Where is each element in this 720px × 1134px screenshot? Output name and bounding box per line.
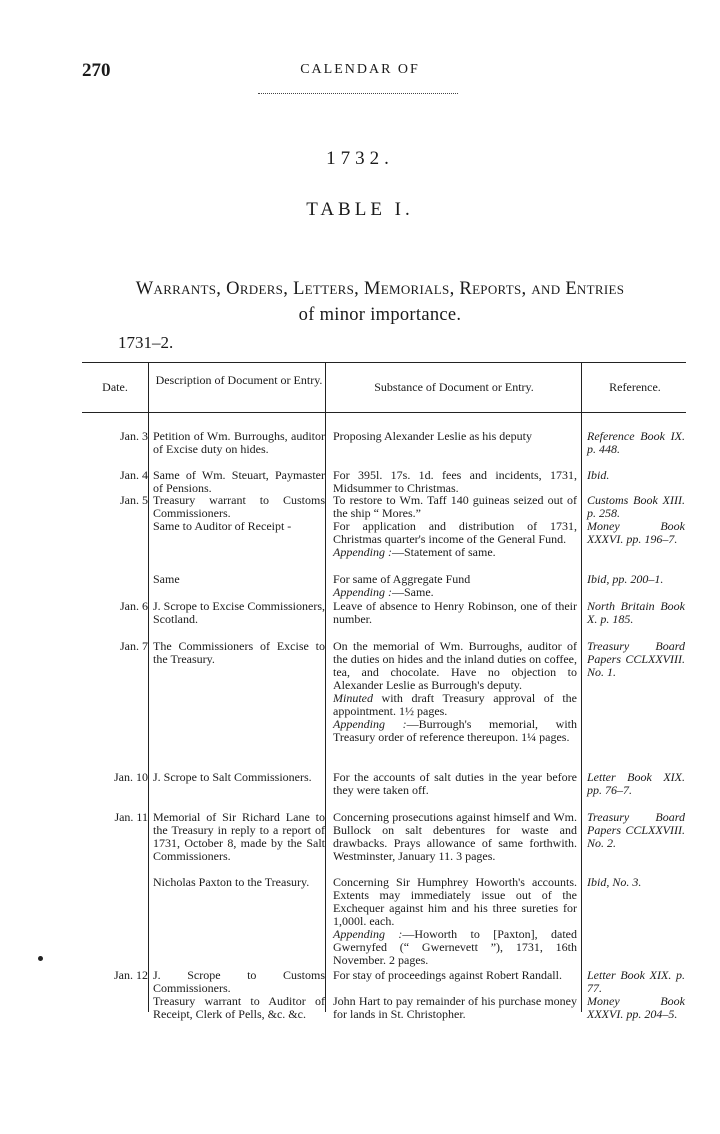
entry-date: Jan. 3 <box>120 429 148 443</box>
entry-description: Memorial of Sir Richard Lane to the Treasury in reply to a report of 1731, October 8, made by the Salt Commissioners. <box>153 810 325 863</box>
entry-date: Jan. 4 <box>120 468 148 482</box>
entry-description: Same of Wm. Steuart, Paymaster of Pensions. <box>153 468 325 495</box>
entry-reference: Money Book XXXVI. pp. 204–5. <box>587 994 685 1021</box>
entry-reference: Letter Book XIX. pp. 76–7. <box>587 770 685 797</box>
appending-text: —Howorth to [Paxton], dated Gwernyfed (“ Gwernevett ”), 1731, 16th November. 2 pages. <box>333 927 577 967</box>
entry-substance <box>333 640 577 744</box>
entry-date: Jan. 5 <box>120 493 148 507</box>
entry-description: Same to Auditor of Receipt - <box>153 519 292 533</box>
table-header-rule <box>82 412 686 413</box>
minuted-text: with draft Treasury approval of the appointment. 1½ pages. <box>333 691 577 718</box>
entry-description: J. Scrope to Customs Commissioners. <box>153 968 325 995</box>
entry-description: The Commissioners of Excise to the Treasury. <box>153 639 325 666</box>
entry-reference: Ibid, pp. 200–1. <box>587 572 664 586</box>
entry-date: Jan. 12 <box>114 968 148 982</box>
appending-label: Appending : <box>333 717 407 731</box>
entry-description: Treasury warrant to Auditor of Receipt, Clerk of Pells, &c. &c. <box>153 994 325 1021</box>
entry-reference: Treasury Board Papers CCLXXVIII. No. 1. <box>587 639 685 679</box>
appending-text: —Statement of same. <box>392 545 496 559</box>
entry-reference: Letter Book XIX. p. 77. <box>587 968 685 995</box>
column-divider <box>581 362 582 1012</box>
entry-reference: Reference Book IX. p. 448. <box>587 429 685 456</box>
entry-reference: Customs Book XIII. p. 258. <box>587 493 685 520</box>
column-divider <box>148 362 149 1012</box>
appending-label: Appending : <box>333 585 392 599</box>
column-header-reference: Reference. <box>609 380 661 394</box>
year-heading: 1732. <box>326 148 394 169</box>
section-heading <box>80 276 680 328</box>
entry-description: J. Scrope to Excise Commissioners, Scotland. <box>153 599 325 626</box>
entry-substance: Leave of absence to Henry Robinson, one of their number. <box>333 599 577 626</box>
entry-reference: North Britain Book X. p. 185. <box>587 599 685 626</box>
minuted-note <box>333 692 577 718</box>
substance-text: For same of Aggregate Fund <box>333 572 471 586</box>
entry-description: Treasury warrant to Customs Commissioners. <box>153 493 325 520</box>
appending-note <box>333 586 577 599</box>
entry-reference: Treasury Board Papers CCLXXVIII. No. 2. <box>587 810 685 850</box>
page-number: 270 <box>82 60 111 81</box>
column-header-description: Description of Document or Entry. <box>155 373 323 387</box>
entry-date: Jan. 6 <box>120 599 148 613</box>
entry-substance: John Hart to pay remainder of his purchase money for lands in St. Christopher. <box>333 994 577 1021</box>
column-header-date: Date. <box>102 380 128 394</box>
column-divider <box>325 362 326 1012</box>
appending-note <box>333 928 577 967</box>
entry-substance: For stay of proceedings against Robert Randall. <box>333 968 562 982</box>
entry-description: Petition of Wm. Burroughs, auditor of Excise duty on hides. <box>153 429 325 456</box>
entry-substance <box>333 520 577 559</box>
entry-substance: To restore to Wm. Taff 140 guineas seized out of the ship “ Mores.” <box>333 493 577 520</box>
entry-substance <box>333 573 577 599</box>
appending-label: Appending : <box>333 545 392 559</box>
appending-note <box>333 546 577 559</box>
substance-text: On the memorial of Wm. Burroughs, auditor of the duties on hides and the inland duties on coffee, tea, and chocolate. Have no objection to Alexander Leslie as Burrough's deputy. <box>333 639 577 692</box>
margin-mark <box>38 956 43 961</box>
entry-substance: For the accounts of salt duties in the year before they were taken off. <box>333 770 577 797</box>
appending-text: —Same. <box>392 585 434 599</box>
entry-date: Jan. 7 <box>120 639 148 653</box>
substance-text: For application and distribution of 1731, Christmas quarter's income of the General Fund. <box>333 519 577 546</box>
table-title: TABLE I. <box>306 199 414 220</box>
header-rule <box>258 93 458 94</box>
period-label: 1731–2. <box>118 333 174 352</box>
appending-label: Appending : <box>333 927 403 941</box>
section-heading-line1: Warrants, Orders, Letters, Memorials, Reports, and Entries <box>135 279 625 299</box>
entry-description: Same <box>153 572 180 586</box>
table-top-rule <box>82 362 686 363</box>
entry-description: J. Scrope to Salt Commissioners. <box>153 770 312 784</box>
entry-substance <box>333 876 577 967</box>
entry-reference: Ibid, No. 3. <box>587 875 642 889</box>
calendar-table <box>82 362 686 1021</box>
entry-date: Jan. 10 <box>114 770 148 784</box>
entry-description: Nicholas Paxton to the Treasury. <box>153 875 310 889</box>
appending-note <box>333 718 577 744</box>
entry-substance: Concerning prosecutions against himself and Wm. Bullock on salt debentures for waste and drawbacks. Prays allowance of same forthwith. Westminster, January 11. 3 pages. <box>333 810 577 863</box>
running-title: CALENDAR OF <box>300 62 420 77</box>
section-heading-line2: of minor importance. <box>298 305 462 325</box>
substance-text: Concerning Sir Humphrey Howorth's accounts. Extents may immediately issue out of the Exchequer against him and his three sureties for 1,000l. each. <box>333 875 577 928</box>
entry-reference: Money Book XXXVI. pp. 196–7. <box>587 519 685 546</box>
entry-date: Jan. 11 <box>114 810 148 824</box>
entry-substance: Proposing Alexander Leslie as his deputy <box>333 429 532 443</box>
entry-reference: Ibid. <box>587 468 610 482</box>
entry-substance: For 395l. 17s. 1d. fees and incidents, 1731, Midsummer to Christmas. <box>333 468 577 495</box>
appending-text: —Burrough's memorial, with Treasury order of reference thereupon. 1¼ pages. <box>333 717 577 744</box>
minuted-label: Minuted <box>333 691 373 705</box>
column-header-substance: Substance of Document or Entry. <box>374 380 534 394</box>
